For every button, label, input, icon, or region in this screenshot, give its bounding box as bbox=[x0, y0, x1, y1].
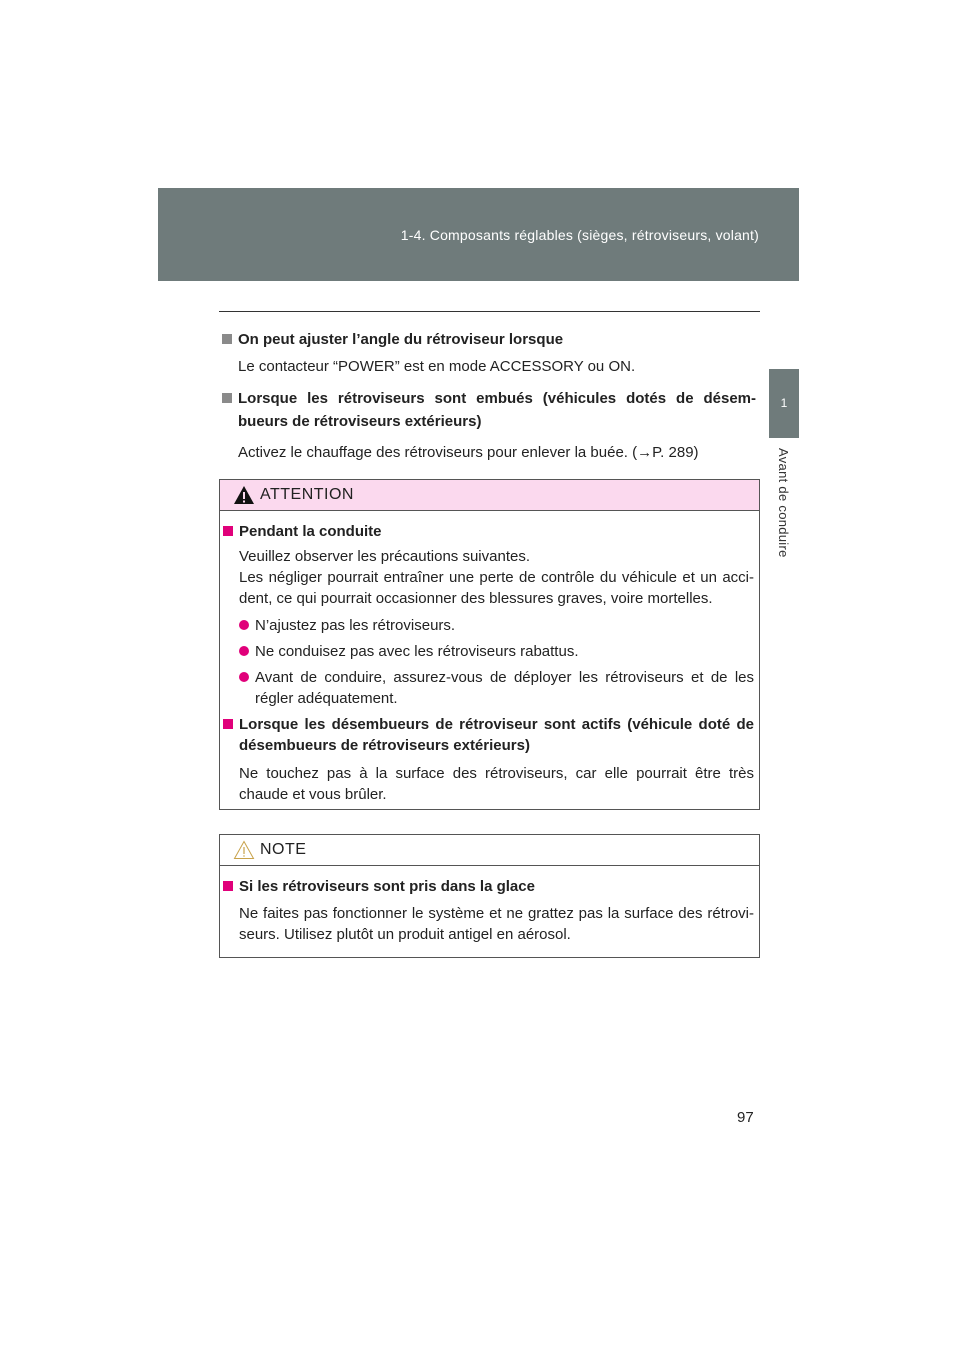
square-bullet-icon bbox=[223, 526, 233, 536]
attention-text-1: Veuillez observer les précautions suivantes. bbox=[239, 548, 530, 565]
note-text: Ne faites pas fonctionner le système et ne grattez pas la surface des rétrovi-seurs. Utilisez plutôt un produit antigel en aérosol. bbox=[239, 905, 754, 943]
square-bullet-icon bbox=[223, 881, 233, 891]
round-bullet-icon bbox=[239, 620, 249, 630]
attention-header bbox=[220, 480, 759, 511]
warning-triangle-icon bbox=[233, 485, 255, 505]
attention-heading-1: Pendant la conduite bbox=[223, 521, 754, 542]
list-item: Avant de conduire, assurez-vous de déployer les rétroviseurs et de les régler adéquatement. bbox=[223, 667, 754, 709]
square-bullet-icon bbox=[223, 719, 233, 729]
section-title: 1-4. Composants réglables (sièges, rétroviseurs, volant) bbox=[400, 227, 759, 243]
list-item: Ne conduisez pas avec les rétroviseurs rabattus. bbox=[223, 641, 754, 662]
section-rule bbox=[219, 311, 760, 312]
intro-text-1: Le contacteur “POWER” est en mode ACCESSORY ou ON. bbox=[238, 358, 636, 375]
page-number: 97 bbox=[737, 1109, 754, 1126]
list-item: N’ajustez pas les rétroviseurs. bbox=[223, 615, 754, 636]
note-header bbox=[220, 835, 759, 866]
attention-heading-2: Lorsque les désembueurs de rétroviseur sont actifs (véhicule doté de désembueurs de rétroviseurs extérieurs) bbox=[223, 714, 754, 756]
intro-text-2: Activez le chauffage des rétroviseurs pour enlever la buée. (→P. 289) bbox=[238, 444, 699, 461]
round-bullet-icon bbox=[239, 672, 249, 682]
intro-heading-2: Lorsque les rétroviseurs sont embués (véhicules dotés de désem-bueurs de rétroviseurs extérieurs) bbox=[222, 387, 756, 433]
note-box bbox=[219, 834, 760, 958]
warning-triangle-outline-icon bbox=[233, 840, 255, 860]
attention-text-2: Ne touchez pas à la surface des rétroviseurs, car elle pourrait être très chaude et vous brûler. bbox=[239, 765, 754, 803]
square-bullet-icon bbox=[222, 334, 232, 344]
chapter-label: Avant de conduire bbox=[776, 448, 791, 558]
square-bullet-icon bbox=[222, 393, 232, 403]
attention-title: ATTENTION bbox=[260, 486, 354, 503]
chapter-tab: 1 bbox=[769, 369, 799, 438]
note-title: NOTE bbox=[260, 841, 307, 858]
attention-body bbox=[220, 511, 759, 805]
header-band bbox=[158, 188, 799, 281]
round-bullet-icon bbox=[239, 646, 249, 656]
intro-section bbox=[222, 328, 756, 464]
attention-box bbox=[219, 479, 760, 810]
note-body bbox=[220, 866, 759, 945]
intro-heading-1: On peut ajuster l’angle du rétroviseur lorsque bbox=[222, 328, 756, 351]
note-heading: Si les rétroviseurs sont pris dans la glace bbox=[223, 876, 754, 897]
attention-text-1b: Les négliger pourrait entraîner une perte de contrôle du véhicule et un acci-dent, ce qui pourrait occasionner des blessures graves, voire mortelles. bbox=[239, 569, 754, 607]
